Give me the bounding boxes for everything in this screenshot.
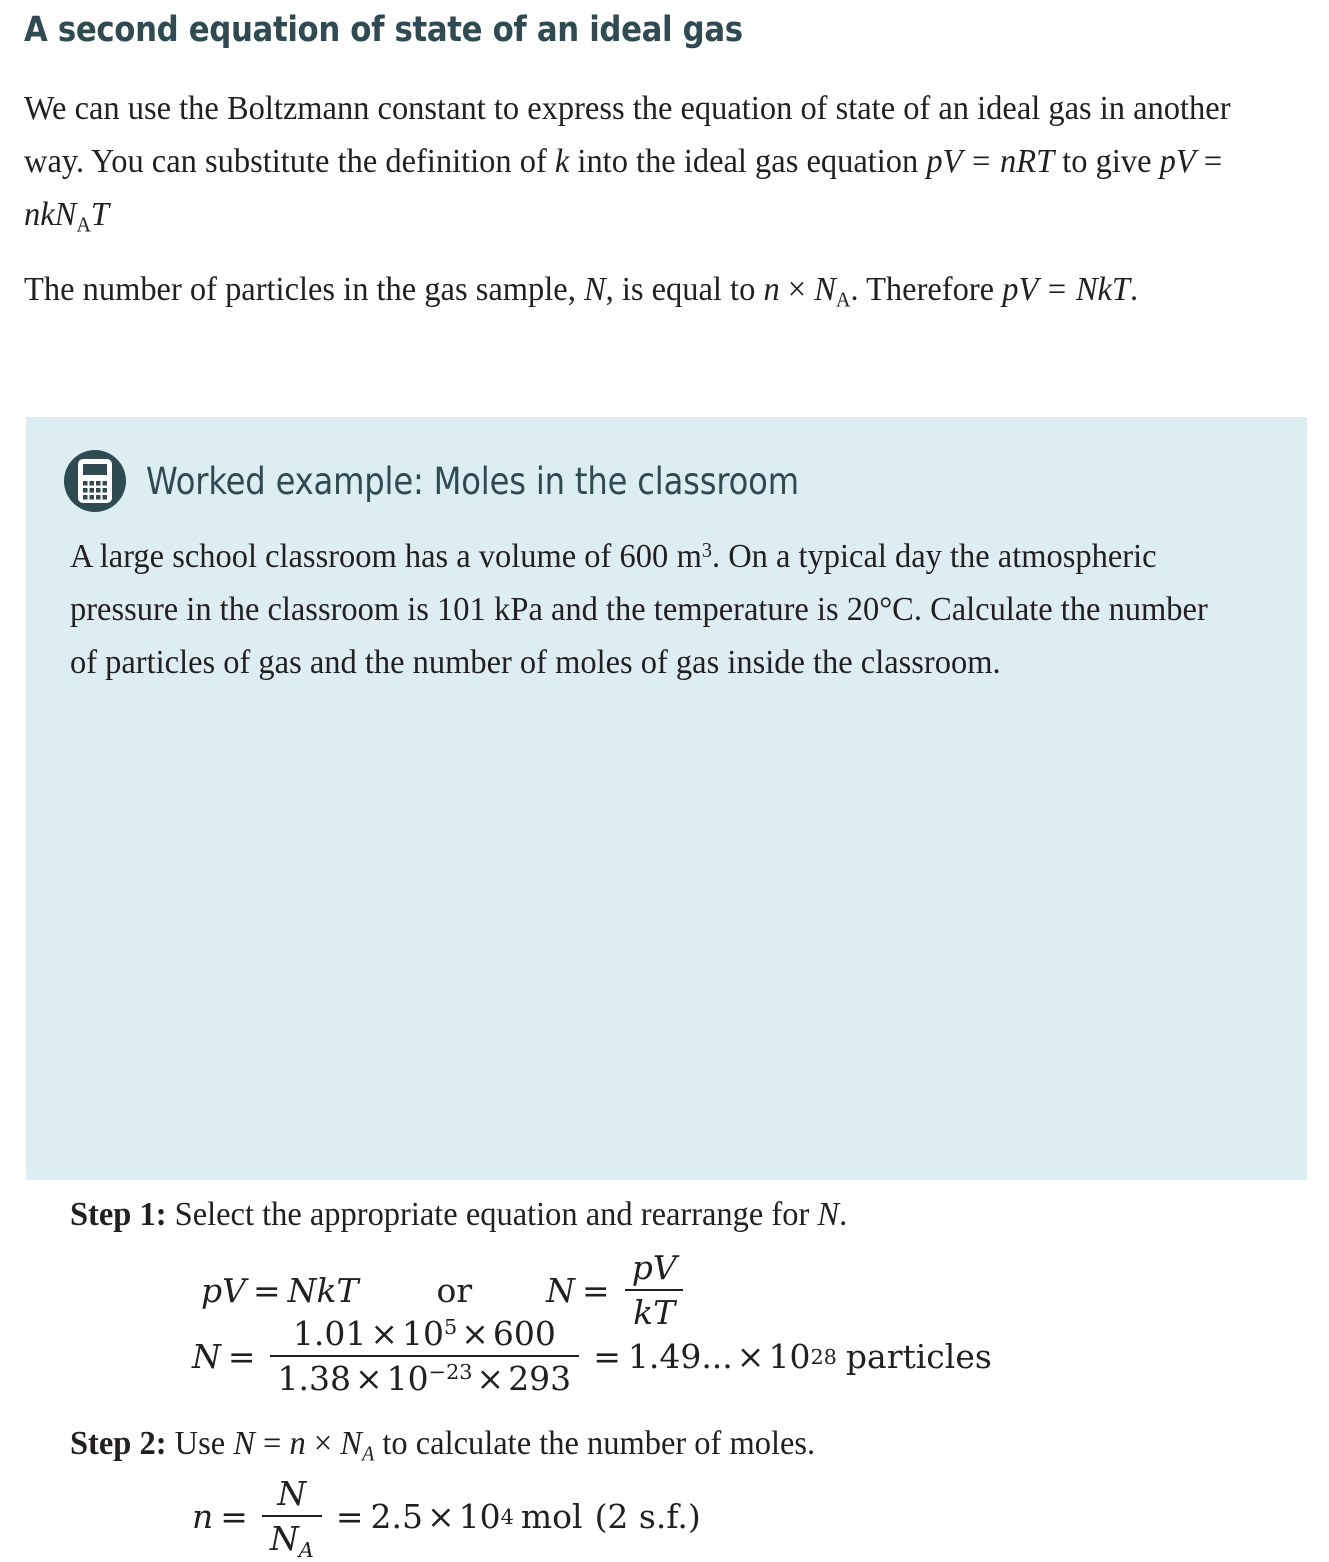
intro-p2-var-NA-subscript: A — [835, 287, 851, 312]
step-2-label: Step 2: — [70, 1425, 167, 1462]
intro-p2-text-3: . Therefore — [850, 271, 1003, 308]
equation-3-fraction — [262, 1474, 322, 1562]
step-2-var-n: n — [289, 1425, 306, 1462]
step-1-line — [70, 1192, 847, 1238]
equation-2-den-b: 10 — [386, 1359, 429, 1399]
step-2-equals: = — [254, 1425, 290, 1462]
step-2-var-NA-subscript: A — [361, 1441, 375, 1466]
equation-3-numerator: N — [277, 1474, 307, 1513]
intro-text-block — [24, 82, 1309, 316]
equation-2-den-times-2: × — [476, 1359, 505, 1399]
intro-p2-var-NA: N — [814, 271, 836, 308]
equation-2-num-a: 1.01 — [292, 1314, 367, 1353]
equation-2-equals: = — [227, 1337, 256, 1377]
equation-2-num-b: 10 — [401, 1314, 444, 1353]
equation-2-num-times-1: × — [370, 1314, 398, 1353]
step-2-times: × — [305, 1425, 341, 1462]
equation-1-connector: or — [436, 1271, 473, 1311]
intro-p2-text-2: , is equal to — [605, 271, 764, 308]
equation-1-rhs: NkT — [287, 1271, 359, 1311]
intro-p2-var-n: n — [763, 271, 780, 308]
equation-1-lhs-2: N — [546, 1271, 576, 1311]
problem-unit-volume-exponent: 3 — [701, 537, 712, 562]
problem-text-2: . On a typical day the atmospheric pressure in the classroom is 101 — [70, 538, 1157, 628]
intro-p1-equation-1: pV = nRT — [926, 143, 1055, 180]
intro-p1-equation-2-subscript: A — [76, 212, 91, 237]
step-2-var-NA: N — [340, 1425, 362, 1462]
problem-text-1: A large school classroom has a volume of 600 — [70, 538, 669, 575]
intro-p1-text-3: to give — [1054, 143, 1160, 180]
intro-p2-times: × — [779, 271, 815, 308]
worked-example-panel — [26, 417, 1307, 1562]
equation-1-lhs: pV — [201, 1271, 246, 1311]
equation-2-equals-2: = — [593, 1337, 621, 1377]
equation-3-result-base: 10 — [458, 1497, 501, 1537]
equation-2-result-base: 10 — [768, 1337, 811, 1377]
intro-p1-equation-2-op: = — [1195, 143, 1223, 180]
intro-p1-var-k: k — [554, 143, 570, 180]
worked-example-title: Worked example: Moles in the classroom — [146, 459, 799, 503]
equation-3-equals-2: = — [335, 1497, 364, 1537]
intro-paragraph-2 — [24, 263, 1251, 316]
equation-1-denominator: kT — [625, 1289, 683, 1332]
step-2-line — [70, 1421, 815, 1467]
step-2-text-2: to calculate the number of moles. — [374, 1425, 816, 1462]
intro-p2-text-4: . — [1129, 271, 1139, 308]
equation-2-den-c: 293 — [508, 1359, 572, 1399]
intro-paragraph-1 — [24, 82, 1251, 241]
problem-unit-volume: m — [676, 538, 702, 575]
equation-3-den-subscript: A — [298, 1538, 314, 1562]
intro-p2-var-N: N — [583, 271, 606, 308]
step-2-text-1: Use — [166, 1425, 234, 1462]
equation-2-den-a: 1.38 — [277, 1359, 352, 1399]
problem-text-3: and the temperature is 20°C. Calculate the number of particles of gas and the number of moles of gas inside the classroom. — [70, 591, 1208, 681]
calculator-icon — [64, 450, 126, 512]
equation-2-denominator — [270, 1355, 580, 1398]
intro-p1-equation-2-rhs: nkN — [24, 196, 77, 233]
equation-1-equals-2: = — [582, 1271, 610, 1311]
equation-3-lhs: n — [192, 1497, 214, 1537]
intro-p2-equation: pV = NkT — [1002, 271, 1130, 308]
equation-1-numerator: pV — [631, 1248, 677, 1287]
equation-2-den-times-1: × — [355, 1359, 383, 1399]
equation-2-fraction — [270, 1315, 580, 1399]
equation-2: N = $\frac{1.01 \times 10^5 \times 600}{1.38 \times 10^{-23} \times 293}$ = 1.49... × 10 28 particles — [192, 1314, 992, 1399]
step-1-variable: N — [817, 1196, 840, 1233]
step-1-period: . — [839, 1196, 848, 1233]
step-1-label: Step 1: — [70, 1196, 167, 1233]
step-2-var-N: N — [233, 1425, 255, 1462]
equation-1-equals: = — [252, 1271, 281, 1311]
equation-3-result-note: (2 s.f.) — [594, 1497, 701, 1537]
worked-example-problem — [70, 530, 1285, 689]
intro-p1-text-2: into the ideal gas equation — [569, 143, 927, 180]
equation-3-result-unit: mol — [520, 1497, 583, 1537]
equation-2-result-unit: particles — [845, 1337, 992, 1377]
equation-2-num-times-2: × — [461, 1314, 489, 1353]
equation-2-numerator — [285, 1315, 564, 1355]
intro-p1-text-1: We can use the Boltzmann constant to express the equation of state of an ideal gas in another way. You can substitute the definition of — [24, 90, 1231, 180]
problem-statement — [70, 530, 1230, 689]
equation-3-denominator — [262, 1515, 322, 1562]
equation-3-den-base: N — [269, 1519, 299, 1559]
equation-2-num-b-exponent: 5 — [443, 1315, 458, 1340]
intro-p1-equation-2-tail: T — [90, 196, 109, 233]
equation-3-equals: = — [220, 1497, 248, 1537]
page-title: A second equation of state of an ideal gas — [24, 10, 743, 50]
problem-unit-pressure: kPa — [494, 591, 543, 628]
step-1-text: Select the appropriate equation and rearrange for — [166, 1196, 818, 1233]
equation-2-num-c: 600 — [492, 1314, 556, 1353]
intro-p1-equation-2-lhs: pV — [1159, 143, 1196, 180]
equation-2-lhs: N — [192, 1337, 221, 1377]
equation-2-result-times: × — [736, 1337, 765, 1377]
equation-3-result-mantissa: 2.5 — [370, 1497, 423, 1537]
equation-2-result-mantissa: 1.49... — [627, 1337, 733, 1377]
equation-2-den-b-exponent: −23 — [428, 1360, 473, 1385]
equation-3: n = $\frac{N}{N_A}$ = 2.5 × 10 4 mol (2 s.f.) — [192, 1474, 701, 1562]
equation-3-result-times: × — [426, 1497, 455, 1537]
intro-p2-text-1: The number of particles in the gas sample, — [24, 271, 584, 308]
worked-example-header — [64, 450, 896, 512]
